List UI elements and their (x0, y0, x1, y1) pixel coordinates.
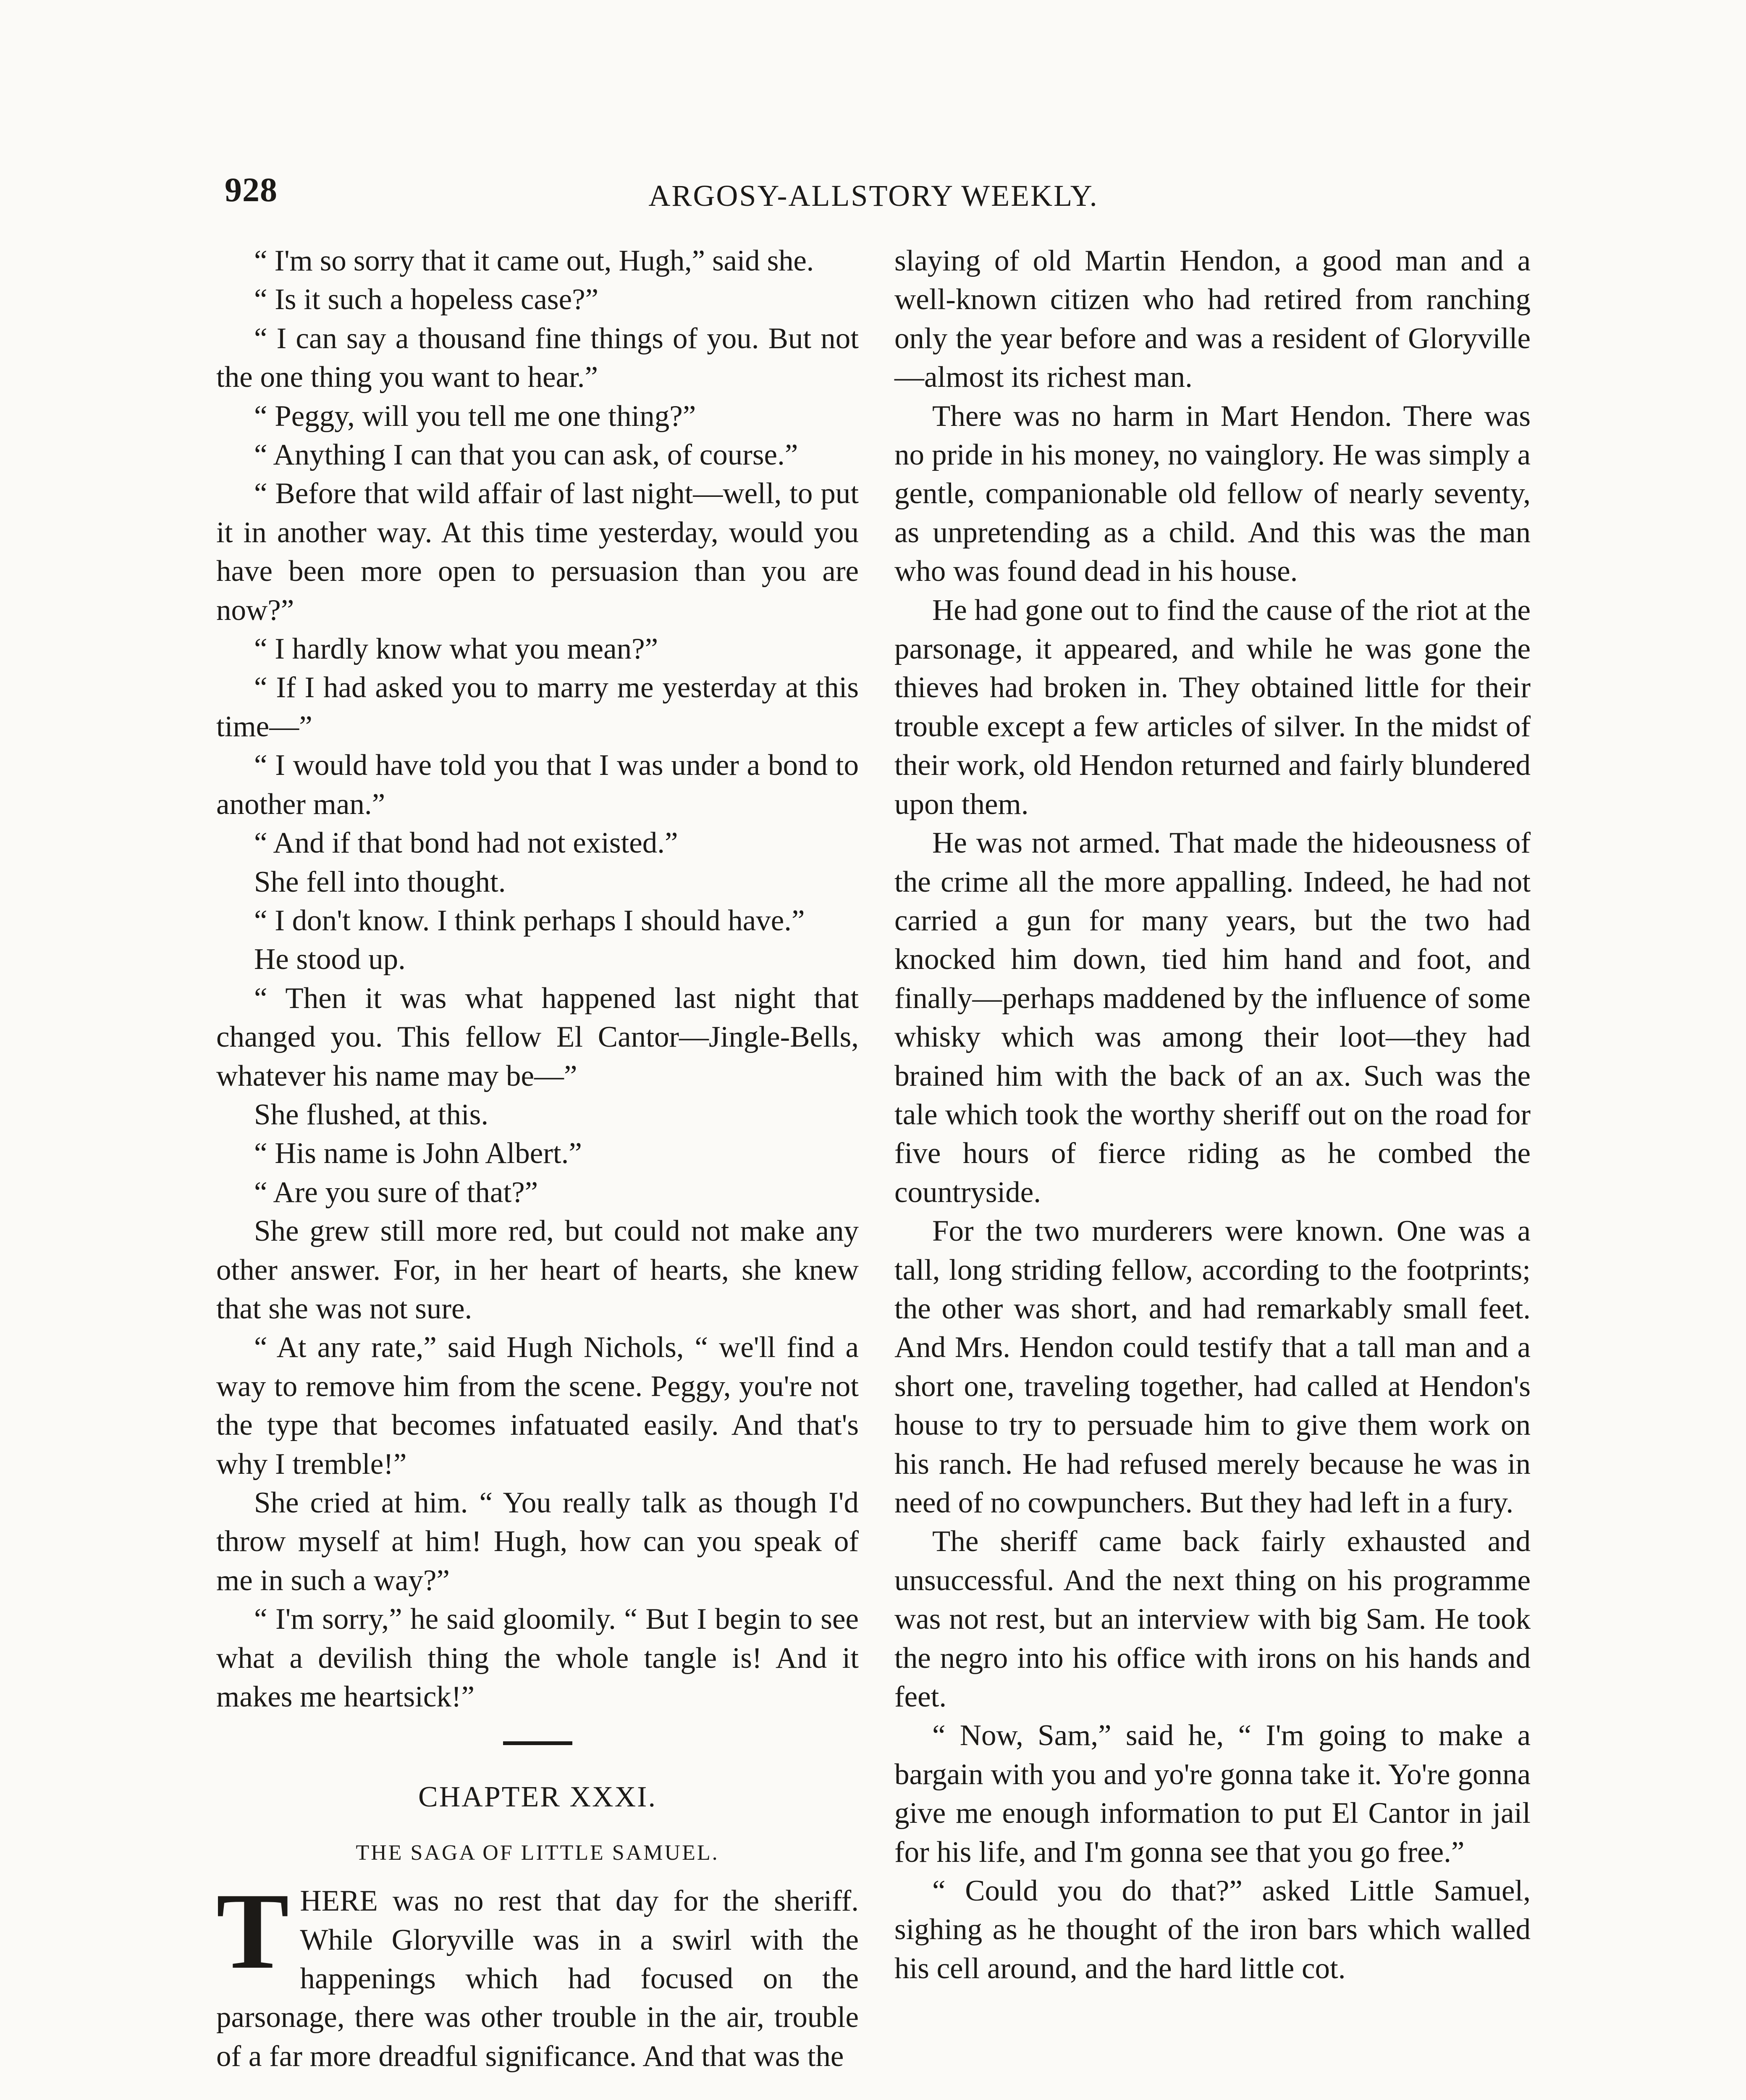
section-divider (503, 1741, 572, 1745)
paragraph: He stood up. (254, 943, 406, 976)
paragraph: “ Anything I can that you can ask, of course.” (254, 438, 798, 472)
paragraph: “ At any rate,” said Hugh Nichols, “ we'll find a way to remove him from the scene. Peggy, you're not the type that becomes infatuated easily. And that's why I tremble!” (216, 1331, 859, 1480)
paragraph: For the two murderers were known. One was a tall, long striding fellow, according to the footprints; the other was short, and had remarkably small feet. And Mrs. Hendon could testify that a tall man and a short one, traveling together, had called at Hendon's house to try to persuade him to give them work on his ranch. He had refused merely because he was in need of no cowpunchers. But they had left in a fury. (894, 1215, 1531, 1519)
paragraph: “ I hardly know what you mean?” (254, 633, 658, 666)
paragraph: “ Before that wild affair of last night—well, to put it in another way. At this time yesterday, would you have been more open to persuasion than you are now?” (216, 477, 859, 627)
paragraph: “ Could you do that?” asked Little Samuel, sighing as he thought of the iron bars which walled his cell around, and the hard little cot. (894, 1874, 1531, 1985)
paragraph: She grew still more red, but could not make any other answer. For, in her heart of hearts, she knew that she was not sure. (216, 1215, 859, 1325)
paragraph: There was no harm in Mart Hendon. There was no pride in his money, no vainglory. He was simply a gentle, companionable old fellow of nearly seventy, as unpretending as a child. And this was the man who was found dead in his house. (894, 399, 1531, 588)
paragraph: “ If I had asked you to marry me yesterday at this time—” (216, 671, 859, 743)
paragraph: “ Is it such a hopeless case?” (254, 283, 599, 316)
opening-text: HERE was no rest that day for the sheriff. While Gloryville was in a swirl with the happenings which had focused on the parsonage, there was other trouble in the air, trouble of a far more dreadful significance. And that was the (216, 1885, 859, 2073)
chapter-subtitle: THE SAGA OF LITTLE SAMUEL. (356, 1840, 719, 1865)
paragraph: “ Peggy, will you tell me one thing?” (254, 399, 696, 433)
drop-cap: T (216, 1871, 289, 1992)
paragraph: “ And if that bond had not existed.” (254, 827, 678, 860)
paragraph: “ Then it was what happened last night that changed you. This fellow El Cantor—Jingle-Bells, whatever his name may be—” (216, 982, 859, 1092)
paragraph: The sheriff came back fairly exhausted and unsuccessful. And the next thing on his programme was not rest, but an interview with big Sam. He took the negro into his office with irons on his hands and feet. (894, 1525, 1531, 1714)
paragraph: He had gone out to find the cause of the riot at the parsonage, it appeared, and while he was gone the thieves had broken in. They obtained little for their trouble except a few articles of silver. In the midst of their work, old Hendon returned and fairly blundered upon them. (894, 593, 1531, 821)
paragraph: “ I'm so sorry that it came out, Hugh,” said she. (254, 244, 814, 277)
page-number: 928 (225, 171, 278, 209)
chapter-opening-paragraph (216, 1871, 859, 2076)
running-head: ARGOSY-ALLSTORY WEEKLY. (648, 179, 1098, 213)
paragraph: “ I'm sorry,” he said gloomily. “ But I begin to see what a devilish thing the whole tangle is! And it makes me heartsick!” (216, 1603, 859, 1714)
paragraph: She fell into thought. (254, 865, 506, 898)
paragraph: “ I don't know. I think perhaps I should have.” (254, 904, 805, 937)
paragraph: “ His name is John Albert.” (254, 1137, 582, 1170)
right-column (894, 242, 1531, 1988)
paragraph: “ I can say a thousand fine things of you. But not the one thing you want to hear.” (216, 322, 859, 394)
paragraph: “ I would have told you that I was under a bond to another man.” (216, 749, 859, 821)
chapter-title: CHAPTER XXXI. (418, 1781, 657, 1814)
paragraph: slaying of old Martin Hendon, a good man and a well-known citizen who had retired from ranching only the year before and was a resident of Gloryville—almost its richest man. (894, 244, 1531, 394)
paragraph: He was not armed. That made the hideousness of the crime all the more appalling. Indeed, he had not carried a gun for many years, but the two had knocked him down, tied him hand and foot, and finally—perhaps maddened by the influence of some whisky which was among their loot—they had brained him with the back of an ax. Such was the tale which took the worthy sheriff out on the road for five hours of fierce riding as he combed the countryside. (894, 827, 1531, 1209)
paragraph: She flushed, at this. (254, 1098, 489, 1131)
paragraph: “ Now, Sam,” said he, “ I'm going to make a bargain with you and yo're gonna take it. Yo're gonna give me enough information to put El Cantor in jail for his life, and I'm gonna see that you go free.” (894, 1719, 1531, 1869)
paragraph: She cried at him. “ You really talk as though I'd throw myself at him! Hugh, how can you speak of me in such a way?” (216, 1486, 859, 1597)
left-column (216, 242, 859, 2076)
paragraph: “ Are you sure of that?” (254, 1176, 538, 1209)
